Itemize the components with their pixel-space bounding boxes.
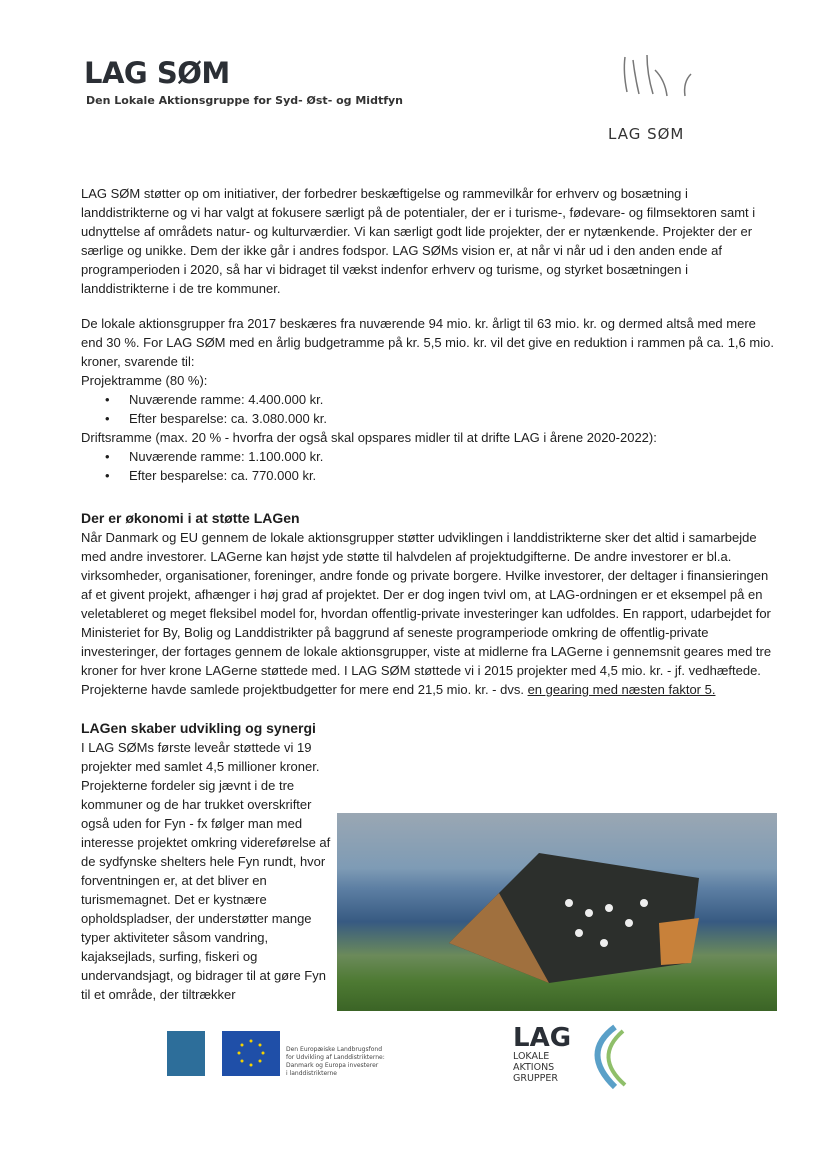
underlined-text: en gearing med næsten faktor 5. [527,682,716,697]
section-heading: Der er økonomi i at støtte LAGen [81,510,300,526]
section-heading: LAGen skaber udvikling og synergi [81,720,316,736]
lag-lokale-logo [513,1025,571,1084]
paragraph-text: Når Danmark og EU gennem de lokale aktionsgrupper støtter udviklingen i landdistrikterne sker det altid i samarbejde med andre investorer. LAGerne kan højst yde støtte til halvdelen af projektudgifterne. De andre investorer er bl.a. virksomheder, organisationer, foreninger, andre fonde og private borgere. Hvilke investorer, der deltager i finansieringen af et givent projekt, afhænger i høj grad af projektet. Der er dog ingen tvivl om, at LAG-ordningen er et eksempel på en veletableret og meget fleksibel model for, hvordan offentlig-private investeringer kan udfoldes. En rapport, udarbejdet for Ministeriet for By, Bolig og Landdistrikter på baggrund af seneste programperiode omkring de offentlig-private investeringer, der fortages gennem de lokale aktionsgrupper, viste at midlerne fra LAGerne i gennemsnit geares med tre kroner for hver krone LAGerne støttede med. I LAG SØM støttede vi i 2015 projekter med 4,5 mio. kr. - jf. vedhæftede. Projekterne havde samlede projektbudgetter for mere end 21,5 mio. kr. - dvs. [81,530,772,697]
intro-paragraph: LAG SØM støtter op om initiativer, der forbedrer beskæftigelse og rammevilkår for erhverv og bosætning i landdistrikterne og vi har valgt at fokusere særligt på de potentialer, der er i turisme-, fødevare- og filmsektoren samt i udnyttelse af områdets natur- og kulturværdier. Vi kan særligt godt lide projekter, der er nytænkende. Projekter der er særlige og unikke. Dem der ikke går i andres fodspor. LAG SØMs vision er, at når vi når ud i den anden ende af programperioden i 2020, så har vi bidraget til vækst indenfor erhverv og turisme, og styrket bosætningen i landdistrikterne i de tre kommuner. [81,186,756,296]
list-item: • Efter besparelse: ca. 770.000 kr. [129,466,776,485]
shelter-photo [337,813,777,1011]
leader-logo [167,1031,205,1076]
section-paragraph [81,528,776,699]
page-footer [0,1025,825,1105]
document-body [81,184,776,1011]
eu-fund-text [286,1046,385,1078]
lag-logo-line: GRUPPER [513,1073,558,1084]
project-label: Projektramme (80 %): [81,373,208,388]
lag-logo-title: LAG [513,1023,572,1053]
eu-flag-icon [222,1031,280,1076]
list-item: • Nuværende ramme: 4.400.000 kr. [129,390,776,409]
eu-text-line: Danmark og Europa investerer [286,1062,379,1069]
eu-text-line: Den Europæiske Landbrugsfond [286,1046,383,1053]
drift-list [81,447,776,485]
drift-label: Driftsramme (max. 20 % - hvorfra der også skal opspares midler til at drifte LAG i årene 2020-2022): [81,430,657,445]
budget-paragraph: De lokale aktionsgrupper fra 2017 beskæres fra nuværende 94 mio. kr. årligt til 63 mio. kr. og dermed altså med mere end 30 %. For LAG SØM med en årlig budgetramme på kr. 5,5 mio. kr. vil det give en reduktion i rammen på ca. 1,6 mio. kroner, svarende til: [81,316,774,369]
page-header [0,0,825,170]
lag-swirl-icon [575,1023,635,1091]
lag-logo-line: AKTIONS [513,1062,555,1073]
page-subtitle: Den Lokale Aktionsgruppe for Syd- Øst- og Midtfyn [86,94,403,107]
eu-text-line: for Udvikling af Landdistrikterne: [286,1054,385,1061]
project-list [81,390,776,428]
lag-logo-lines [513,1051,571,1084]
eu-text-line: i landdistrikterne [286,1070,337,1077]
shelter-illustration [429,833,709,983]
page-title: LAG SØM [84,56,230,90]
synergy-section [81,719,776,1011]
list-item: • Efter besparelse: ca. 3.080.000 kr. [129,409,776,428]
synergy-column [81,719,331,1011]
list-item: • Nuværende ramme: 1.100.000 kr. [129,447,776,466]
logo-text: LAG SØM [608,125,685,143]
section-paragraph: I LAG SØMs første leveår støttede vi 19 projekter med samlet 4,5 millioner kroner. Projekterne fordeler sig jævnt i de tre kommuner og de har trukket overskrifter også uden for Fyn - fx følger man med interesse projektet omkring videreførelse af de sydfynske shelters hele Fyn rundt, hvor forventningen er, at det bliver en turismemagnet. Det er kystnære opholdspladser, der understøtter mange typer aktiviteter såsom vandring, kajaksejlads, surfing, fiskeri og undervandsjagt, og bidrager til at gøre Fyn til et område, der tiltrækker [81,740,331,1002]
lag-logo-line: LOKALE [513,1051,550,1062]
